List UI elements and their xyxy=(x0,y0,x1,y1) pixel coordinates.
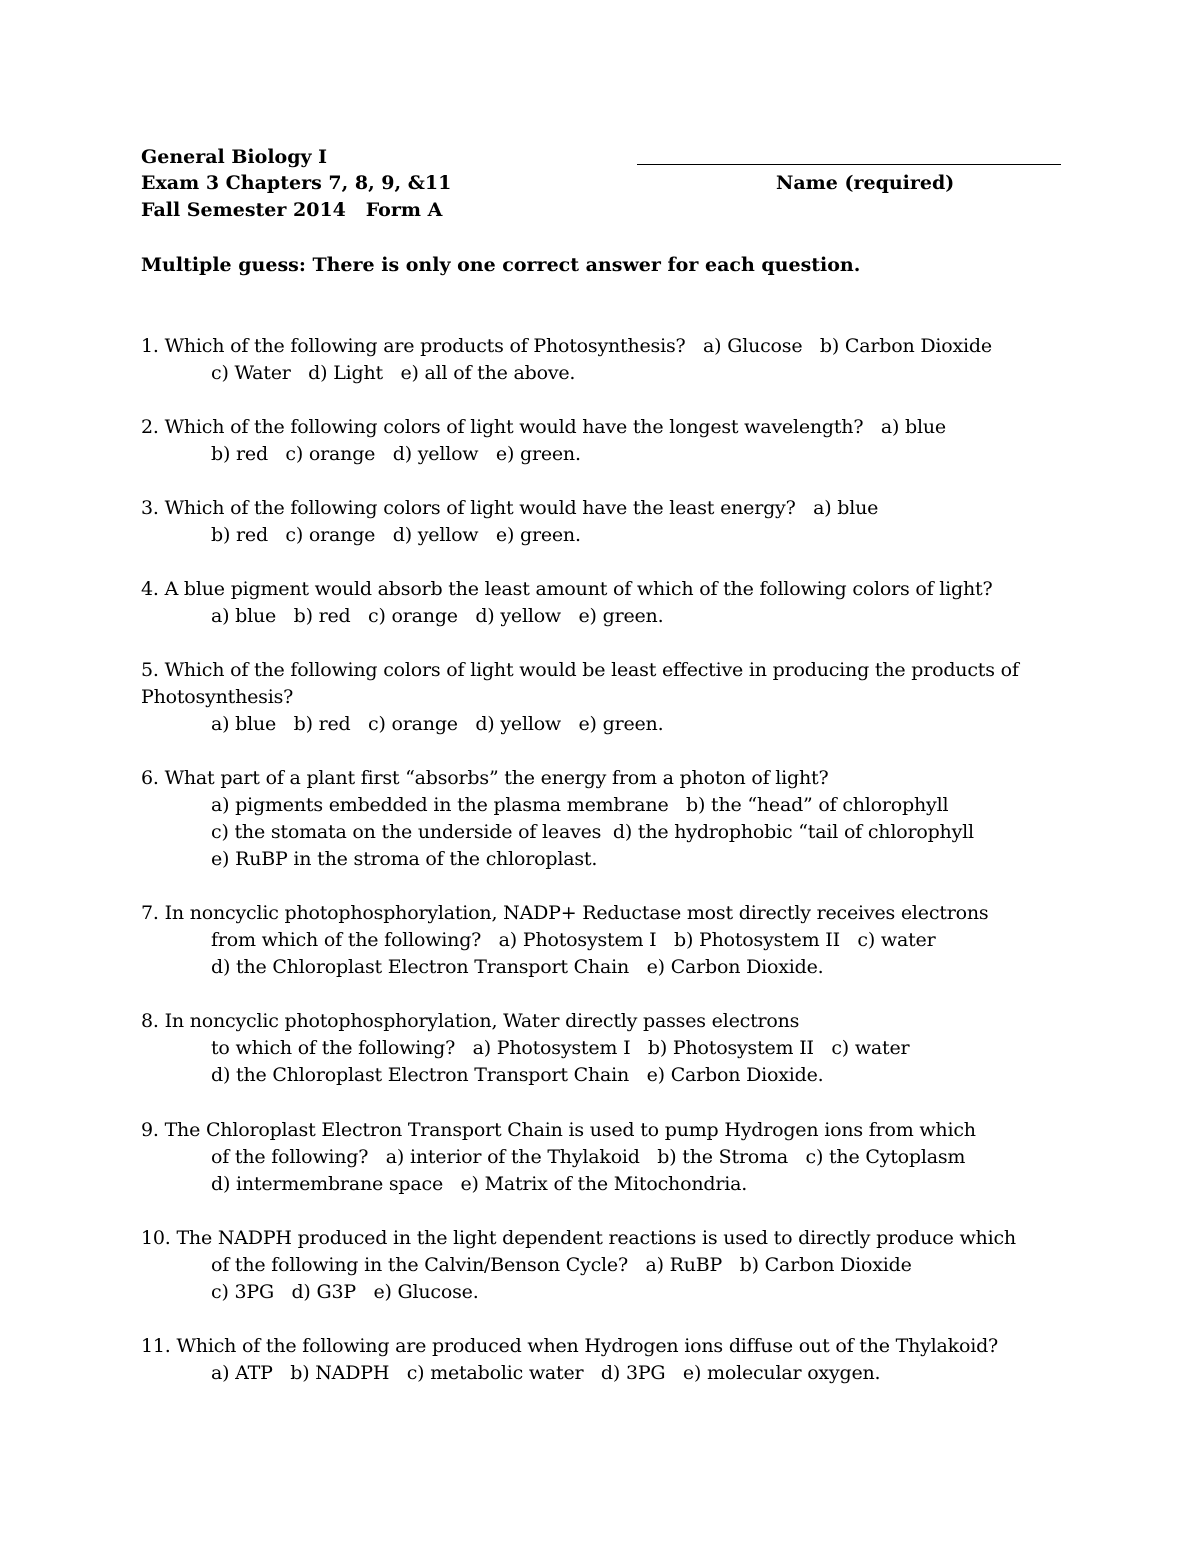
question-8-options-1: to which of the following? a) Photosystem I b) Photosystem II c) water xyxy=(211,1037,910,1059)
question-6-options-2: c) the stomata on the underside of leaves d) the hydrophobic “tail of chlorophyll xyxy=(211,821,974,843)
question-1-stem: 1. Which of the following are products of Photosynthesis? a) Glucose b) Carbon Dioxide xyxy=(141,335,992,357)
question-4-stem: 4. A blue pigment would absorb the least amount of which of the following colors of light? xyxy=(141,578,993,600)
question-9-options-2: d) intermembrane space e) Matrix of the Mitochondria. xyxy=(211,1173,748,1195)
question-7-options-2: d) the Chloroplast Electron Transport Chain e) Carbon Dioxide. xyxy=(211,956,824,978)
question-6-options-3: e) RuBP in the stroma of the chloroplast. xyxy=(211,848,598,870)
question-3-stem: 3. Which of the following colors of light would have the least energy? a) blue xyxy=(141,497,879,519)
semester-form: Fall Semester 2014 Form A xyxy=(141,199,443,221)
question-5-stem: 5. Which of the following colors of light would be least effective in producing the products of xyxy=(141,659,1019,681)
question-2-stem: 2. Which of the following colors of light would have the longest wavelength? a) blue xyxy=(141,416,946,438)
question-10-options-1: of the following in the Calvin/Benson Cycle? a) RuBP b) Carbon Dioxide xyxy=(211,1254,912,1276)
question-10-stem: 10. The NADPH produced in the light dependent reactions is used to directly produce which xyxy=(141,1227,1016,1249)
question-6-options-1: a) pigments embedded in the plasma membrane b) the “head” of chlorophyll xyxy=(211,794,949,816)
question-5-stem-continued: Photosynthesis? xyxy=(141,686,294,708)
name-signature-line xyxy=(637,164,1061,165)
question-3-options: b) red c) orange d) yellow e) green. xyxy=(211,524,581,546)
question-6-stem: 6. What part of a plant first “absorbs” the energy from a photon of light? xyxy=(141,767,829,789)
question-10-options-2: c) 3PG d) G3P e) Glucose. xyxy=(211,1281,479,1303)
question-11-stem: 11. Which of the following are produced when Hydrogen ions diffuse out of the Thylakoid? xyxy=(141,1335,999,1357)
exam-title: Exam 3 Chapters 7, 8, 9, &11 xyxy=(141,172,452,194)
question-11-options: a) ATP b) NADPH c) metabolic water d) 3PG e) molecular oxygen. xyxy=(211,1362,881,1384)
instructions: Multiple guess: There is only one correct answer for each question. xyxy=(141,254,861,276)
question-9-stem: 9. The Chloroplast Electron Transport Chain is used to pump Hydrogen ions from which xyxy=(141,1119,976,1141)
question-7-options-1: from which of the following? a) Photosystem I b) Photosystem II c) water xyxy=(211,929,936,951)
course-title: General Biology I xyxy=(141,146,328,168)
question-8-options-2: d) the Chloroplast Electron Transport Chain e) Carbon Dioxide. xyxy=(211,1064,824,1086)
question-4-options: a) blue b) red c) orange d) yellow e) green. xyxy=(211,605,664,627)
question-1-options: c) Water d) Light e) all of the above. xyxy=(211,362,576,384)
question-2-options: b) red c) orange d) yellow e) green. xyxy=(211,443,581,465)
question-8-stem: 8. In noncyclic photophosphorylation, Water directly passes electrons xyxy=(141,1010,800,1032)
name-label: Name (required) xyxy=(776,172,955,194)
question-5-options: a) blue b) red c) orange d) yellow e) green. xyxy=(211,713,664,735)
question-9-options-1: of the following? a) interior of the Thylakoid b) the Stroma c) the Cytoplasm xyxy=(211,1146,966,1168)
question-7-stem: 7. In noncyclic photophosphorylation, NADP+ Reductase most directly receives electrons xyxy=(141,902,989,924)
